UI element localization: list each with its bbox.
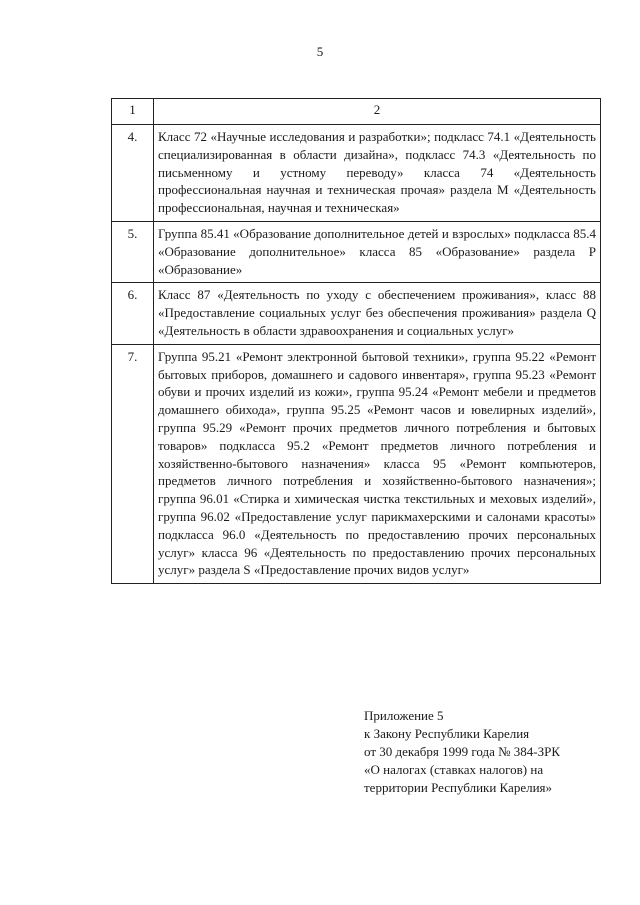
row-text: Группа 85.41 «Образование дополнительное детей и взрослых» подкласса 85.4 «Образование дополнительное» класса 85 «Образование» раздела Р «Образование»	[154, 221, 601, 282]
row-text: Класс 87 «Деятельность по уходу с обеспечением проживания», класс 88 «Предоставление социальных услуг без обеспечения проживания» раздела Q «Деятельность в области здравоохранения и социальных услуг»	[154, 283, 601, 344]
classification-table	[111, 98, 601, 584]
table-header-row	[112, 99, 601, 125]
table-header-col2: 2	[154, 99, 601, 125]
row-number: 5.	[112, 221, 154, 282]
table-row	[112, 344, 601, 583]
table-row	[112, 221, 601, 282]
page-number: 5	[316, 44, 324, 59]
appendix-line: от 30 декабря 1999 года № 384-ЗРК	[364, 744, 561, 759]
row-number: 4.	[112, 125, 154, 222]
appendix-line: к Закону Республики Карелия	[364, 726, 530, 741]
row-text: Группа 95.21 «Ремонт электронной бытовой техники», группа 95.22 «Ремонт бытовых приборов, домашнего и садового инвентаря», группа 95.23 «Ремонт обуви и прочих изделий из кожи», группа 95.24 «Ремонт мебели и предметов домашнего обихода», группа 95.25 «Ремонт часов и ювелирных изделий», группа 95.29 «Ремонт прочих предметов личного потребления и бытовых товаров» подкласса 95.2 «Ремонт предметов личного потребления и хозяйственно-бытового назначения» класса 95 «Ремонт компьютеров, предметов личного потребления и хозяйственно-бытового назначения»; группа 96.01 «Стирка и химическая чистка текстильных и меховых изделий», группа 96.02 «Предоставление услуг парикмахерскими и салонами красоты» подкласса 96.0 «Деятельность по предоставлению прочих персональных услуг» класса 96 «Деятельность по предоставлению прочих персональных услуг» раздела S «Предоставление прочих видов услуг»	[154, 344, 601, 583]
appendix-line: территории Республики Карелия»	[364, 780, 553, 795]
table-header-col1: 1	[112, 99, 154, 125]
row-number: 6.	[112, 283, 154, 344]
row-text: Класс 72 «Научные исследования и разработки»; подкласс 74.1 «Деятельность специализированная в области дизайна», подкласс 74.3 «Деятельность по письменному и устному переводу» класса 74 «Деятельность профессиональная научная и техническая прочая» раздела М «Деятельность профессиональная, научная и техническая»	[154, 125, 601, 222]
appendix-heading	[364, 707, 560, 797]
table-row	[112, 283, 601, 344]
row-number: 7.	[112, 344, 154, 583]
appendix-line: «О налогах (ставках налогов) на	[364, 762, 544, 777]
appendix-line: Приложение 5	[364, 708, 444, 723]
table-row	[112, 125, 601, 222]
